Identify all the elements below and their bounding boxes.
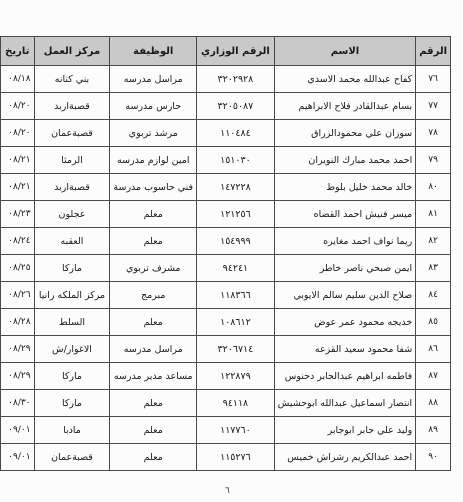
- cell-job: حارس مدرسه: [110, 93, 197, 120]
- cell-name: خالد محمد خليل بلوط: [274, 174, 415, 201]
- cell-ministry-id: ١١٧٧٦٠: [197, 417, 275, 444]
- cell-name: صلاح الدين سليم سالم الايوبي: [274, 282, 415, 309]
- cell-date: ٠٨/٢٠: [1, 93, 35, 120]
- cell-ministry-id: ٣٢٠٥٠٨٧: [197, 93, 275, 120]
- cell-date: ٠٨/٢٤: [1, 228, 35, 255]
- employee-table: [0, 36, 451, 471]
- cell-date: ٠٩/٠١: [1, 417, 35, 444]
- cell-job: معلم: [110, 444, 197, 471]
- cell-name: ايمن صبحي ناصر خاطر: [274, 255, 415, 282]
- cell-date: ٠٨/٣٠: [1, 390, 35, 417]
- cell-job: مساعد مدير مدرسه: [110, 363, 197, 390]
- table-row: [1, 147, 451, 174]
- table-row: [1, 66, 451, 93]
- cell-date: ٠٩/٠١: [1, 444, 35, 471]
- cell-name: سوزان علي محمودالزراق: [274, 120, 415, 147]
- cell-num: ٩٠: [416, 444, 451, 471]
- table-row: [1, 93, 451, 120]
- cell-num: ٨٧: [416, 363, 451, 390]
- cell-ministry-id: ٣٢٠٢٩٢٨: [197, 66, 275, 93]
- cell-workplace: الرمثا: [34, 147, 110, 174]
- table-row: [1, 255, 451, 282]
- cell-date: ٠٨/٢٠: [1, 120, 35, 147]
- table-row: [1, 282, 451, 309]
- cell-name: احمد محمد مبارك النويران: [274, 147, 415, 174]
- cell-workplace: ماركا: [34, 255, 110, 282]
- cell-ministry-id: ٩٤١١٨: [197, 390, 275, 417]
- table-body: [1, 66, 451, 471]
- cell-ministry-id: ١٥٤٩٩٩: [197, 228, 275, 255]
- cell-name: ميسر فنيش احمد القضاه: [274, 201, 415, 228]
- cell-num: ٧٩: [416, 147, 451, 174]
- header-name: الاسم: [274, 37, 415, 66]
- table-header-row: [1, 37, 451, 66]
- cell-date: ٠٨/٢٣: [1, 201, 35, 228]
- cell-num: ٨٥: [416, 309, 451, 336]
- cell-workplace: قصبةاربد: [34, 174, 110, 201]
- cell-workplace: السلط: [34, 309, 110, 336]
- table-row: [1, 417, 451, 444]
- header-date: تاريخ: [1, 37, 35, 66]
- cell-name: شفا محمود سعيد القزعه: [274, 336, 415, 363]
- cell-job: معلم: [110, 309, 197, 336]
- header-ministry-id: الرقم الوزاري: [197, 37, 275, 66]
- table-row: [1, 336, 451, 363]
- cell-num: ٨٠: [416, 174, 451, 201]
- cell-date: ٠٨/١٨: [1, 66, 35, 93]
- table-row: [1, 444, 451, 471]
- table-row: [1, 309, 451, 336]
- cell-date: ٠٨/٢١: [1, 174, 35, 201]
- cell-num: ٨٩: [416, 417, 451, 444]
- cell-job: مبرمج: [110, 282, 197, 309]
- table-row: [1, 363, 451, 390]
- cell-date: ٠٨/٢٨: [1, 309, 35, 336]
- cell-date: ٠٨/٢٥: [1, 255, 35, 282]
- cell-num: ٧٨: [416, 120, 451, 147]
- cell-ministry-id: ١٢٢٨٧٩: [197, 363, 275, 390]
- cell-name: انتصار اسماعيل عبدالله ابوحشيش: [274, 390, 415, 417]
- header-num: الرقم: [416, 37, 451, 66]
- cell-date: ٠٨/٢٦: [1, 282, 35, 309]
- table-row: [1, 174, 451, 201]
- cell-workplace: الاغوار/ش: [34, 336, 110, 363]
- cell-job: مشرف تربوي: [110, 255, 197, 282]
- page-number: ٦: [225, 486, 230, 496]
- cell-date: ٠٨/٢٩: [1, 363, 35, 390]
- cell-num: ٧٧: [416, 93, 451, 120]
- table-row: [1, 120, 451, 147]
- cell-job: امين لوازم مدرسه: [110, 147, 197, 174]
- cell-workplace: عجلون: [34, 201, 110, 228]
- cell-workplace: قصبةاربد: [34, 93, 110, 120]
- cell-workplace: ماركا: [34, 390, 110, 417]
- cell-ministry-id: ٣٢٠٦٧١٤: [197, 336, 275, 363]
- cell-workplace: قصبةعمان: [34, 444, 110, 471]
- cell-job: معلم: [110, 417, 197, 444]
- cell-num: ٨٦: [416, 336, 451, 363]
- cell-name: وليد علي جابر ابوجابر: [274, 417, 415, 444]
- cell-ministry-id: ١٥١٠٣٠: [197, 147, 275, 174]
- cell-name: احمد عبدالكريم رشراش خميس: [274, 444, 415, 471]
- table-row: [1, 390, 451, 417]
- table-row: [1, 201, 451, 228]
- cell-name: كفاح عبدالله محمد الاسدي: [274, 66, 415, 93]
- cell-job: مراسل مدرسه: [110, 66, 197, 93]
- cell-workplace: قصبةعمان: [34, 120, 110, 147]
- cell-job: معلم: [110, 228, 197, 255]
- cell-num: ٨١: [416, 201, 451, 228]
- cell-ministry-id: ١٢١٢٥٦: [197, 201, 275, 228]
- cell-workplace: مادبا: [34, 417, 110, 444]
- cell-workplace: مركز الملكه رانيا: [34, 282, 110, 309]
- cell-ministry-id: ١٠٨٦١٢: [197, 309, 275, 336]
- cell-job: مرشد تربوي: [110, 120, 197, 147]
- cell-num: ٨٣: [416, 255, 451, 282]
- table-row: [1, 228, 451, 255]
- cell-ministry-id: ١١٠٤٨٤: [197, 120, 275, 147]
- cell-num: ٨٤: [416, 282, 451, 309]
- cell-name: ريما نواف احمد مغايره: [274, 228, 415, 255]
- header-job: الوظيفة: [110, 37, 197, 66]
- header-workplace: مركز العمل: [34, 37, 110, 66]
- cell-ministry-id: ١١٨٣٦٦: [197, 282, 275, 309]
- cell-job: مراسل مدرسه: [110, 336, 197, 363]
- cell-date: ٠٨/٢١: [1, 147, 35, 174]
- cell-date: ٠٨/٢٩: [1, 336, 35, 363]
- cell-ministry-id: ٩٤٢٤١: [197, 255, 275, 282]
- cell-num: ٧٦: [416, 66, 451, 93]
- cell-ministry-id: ١١٥٢٧٦: [197, 444, 275, 471]
- cell-workplace: بني كنانه: [34, 66, 110, 93]
- cell-name: خديجه محمود عمر عوض: [274, 309, 415, 336]
- cell-name: فاطمه ابراهيم عبدالجابر دحنوس: [274, 363, 415, 390]
- cell-job: معلم: [110, 201, 197, 228]
- cell-job: معلم: [110, 390, 197, 417]
- cell-workplace: العقبه: [34, 228, 110, 255]
- cell-ministry-id: ١٤٧٢٢٨: [197, 174, 275, 201]
- cell-workplace: ماركا: [34, 363, 110, 390]
- cell-num: ٨٢: [416, 228, 451, 255]
- cell-job: فني حاسوب مدرسة: [110, 174, 197, 201]
- cell-name: بسام عبدالقادر فلاح الابراهيم: [274, 93, 415, 120]
- cell-num: ٨٨: [416, 390, 451, 417]
